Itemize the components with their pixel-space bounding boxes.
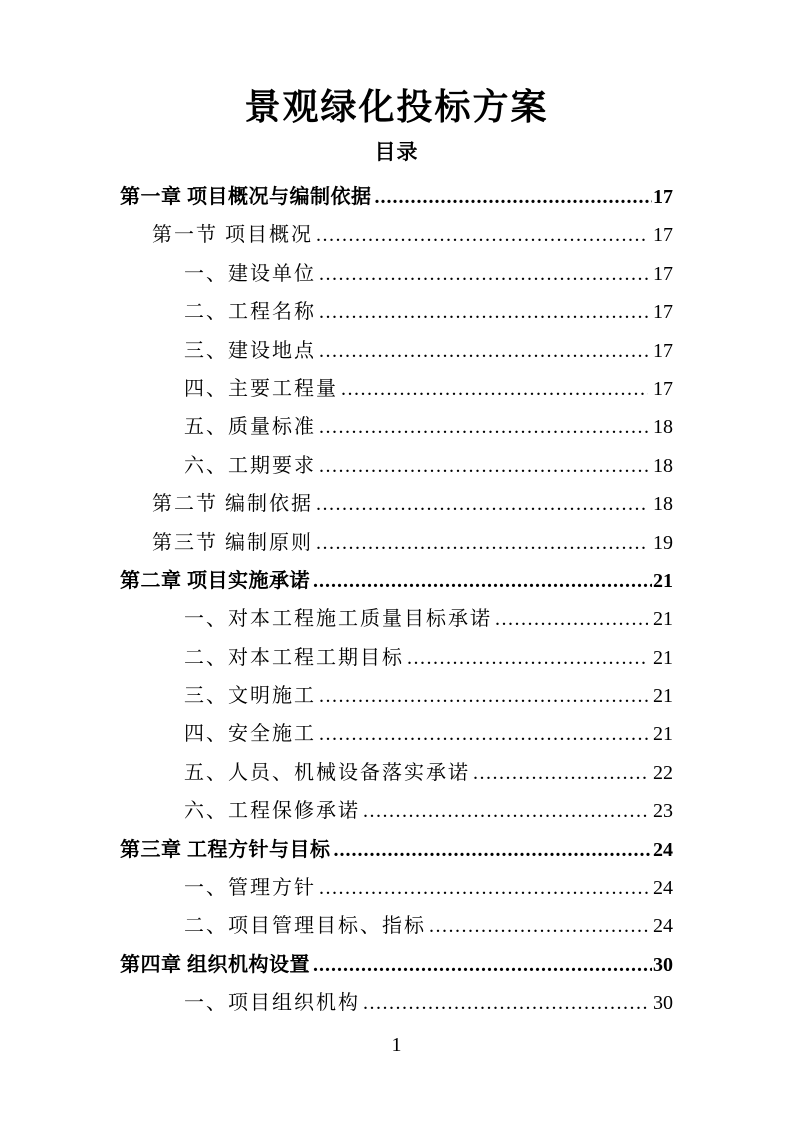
toc-entry-page: 24 [653,838,673,861]
toc-dot-leader [473,754,648,792]
toc-dot-leader [319,255,648,293]
toc-entry-page: 22 [653,761,673,784]
toc-entry[interactable] [120,332,673,370]
toc-entry-label: 五、质量标准 [184,416,316,439]
toc-entry[interactable] [120,600,673,638]
toc-entry[interactable] [120,639,673,677]
toc-entry-label: 第三节 编制原则 [152,531,313,554]
footer-page-number: 1 [391,1033,402,1056]
toc-entry-label: 一、建设单位 [184,262,316,285]
toc-entry-label: 四、主要工程量 [184,377,338,400]
toc-entry-label: 四、安全施工 [184,723,316,746]
toc-entry-page: 18 [653,416,673,439]
toc-entry-label: 第二节 编制依据 [152,493,313,516]
toc-entry[interactable] [120,524,673,562]
toc-entry-page: 17 [653,301,673,324]
toc-entry-label: 六、工期要求 [184,454,316,477]
toc-entry-page: 17 [653,224,673,247]
toc-entry[interactable] [120,447,673,485]
toc-entry-label: 第一节 项目概况 [152,224,313,247]
toc-entry-page: 17 [653,262,673,285]
toc-entry[interactable] [120,677,673,715]
toc-entry-page: 17 [653,339,673,362]
toc-dot-leader [341,370,648,408]
toc-entry-label: 六、工程保修承诺 [184,800,360,823]
toc-entry-page: 19 [653,531,673,554]
toc-entry[interactable] [120,408,673,446]
toc-entry-page: 17 [653,377,673,400]
toc-entry-label: 二、工程名称 [184,301,316,324]
toc-dot-leader [334,831,653,869]
toc-entry-label: 第二章 项目实施承诺 [120,569,310,592]
toc-entry-label: 第一章 项目概况与编制依据 [120,186,372,208]
toc-entry-page: 30 [653,953,673,976]
toc-entry-page: 17 [653,186,673,208]
toc-entry-page: 21 [653,646,673,669]
toc-dot-leader [319,408,648,446]
toc-entry-label: 三、建设地点 [184,339,316,362]
toc-dot-leader [495,600,648,638]
toc-entry[interactable] [120,178,673,216]
toc-list [0,178,793,1023]
toc-entry[interactable] [120,485,673,523]
toc-entry-label: 一、管理方针 [184,877,316,900]
toc-dot-leader [319,332,648,370]
toc-entry[interactable] [120,562,673,600]
toc-entry[interactable] [120,907,673,945]
toc-dot-leader [313,562,652,600]
toc-dot-leader [375,178,653,216]
toc-entry-label: 一、对本工程施工质量目标承诺 [184,608,492,631]
toc-entry[interactable] [120,946,673,984]
toc-dot-leader [363,792,648,830]
toc-entry-page: 30 [653,992,673,1015]
toc-dot-leader [316,216,648,254]
toc-entry-label: 二、对本工程工期目标 [184,646,404,669]
toc-entry[interactable] [120,792,673,830]
document-title: 景观绿化投标方案 [244,87,549,127]
toc-entry-page: 18 [653,493,673,516]
toc-entry-page: 24 [653,915,673,938]
toc-dot-leader [316,524,648,562]
toc-dot-leader [407,639,648,677]
toc-entry[interactable] [120,255,673,293]
toc-dot-leader [319,677,648,715]
toc-entry-page: 18 [653,454,673,477]
toc-entry[interactable] [120,293,673,331]
toc-dot-leader [319,869,648,907]
toc-entry-label: 三、文明施工 [184,685,316,708]
toc-entry[interactable] [120,370,673,408]
toc-entry-label: 第四章 组织机构设置 [120,953,310,976]
toc-dot-leader [319,293,648,331]
toc-entry[interactable] [120,715,673,753]
toc-entry-page: 23 [653,800,673,823]
toc-entry-page: 21 [653,685,673,708]
toc-entry-page: 21 [653,608,673,631]
toc-dot-leader [316,485,648,523]
toc-entry[interactable] [120,984,673,1022]
toc-dot-leader [429,907,648,945]
toc-entry[interactable] [120,216,673,254]
toc-entry-page: 24 [653,877,673,900]
toc-dot-leader [319,715,648,753]
toc-dot-leader [363,984,648,1022]
toc-entry-label: 五、人员、机械设备落实承诺 [184,761,470,784]
toc-entry-label: 第三章 工程方针与目标 [120,838,331,861]
toc-heading: 目录 [374,140,419,164]
toc-entry-label: 一、项目组织机构 [184,992,360,1015]
toc-dot-leader [319,447,648,485]
toc-entry[interactable] [120,869,673,907]
toc-entry-page: 21 [653,569,673,592]
toc-entry[interactable] [120,831,673,869]
toc-entry-label: 二、项目管理目标、指标 [184,915,426,938]
toc-dot-leader [313,946,652,984]
toc-entry-page: 21 [653,723,673,746]
toc-entry[interactable] [120,754,673,792]
